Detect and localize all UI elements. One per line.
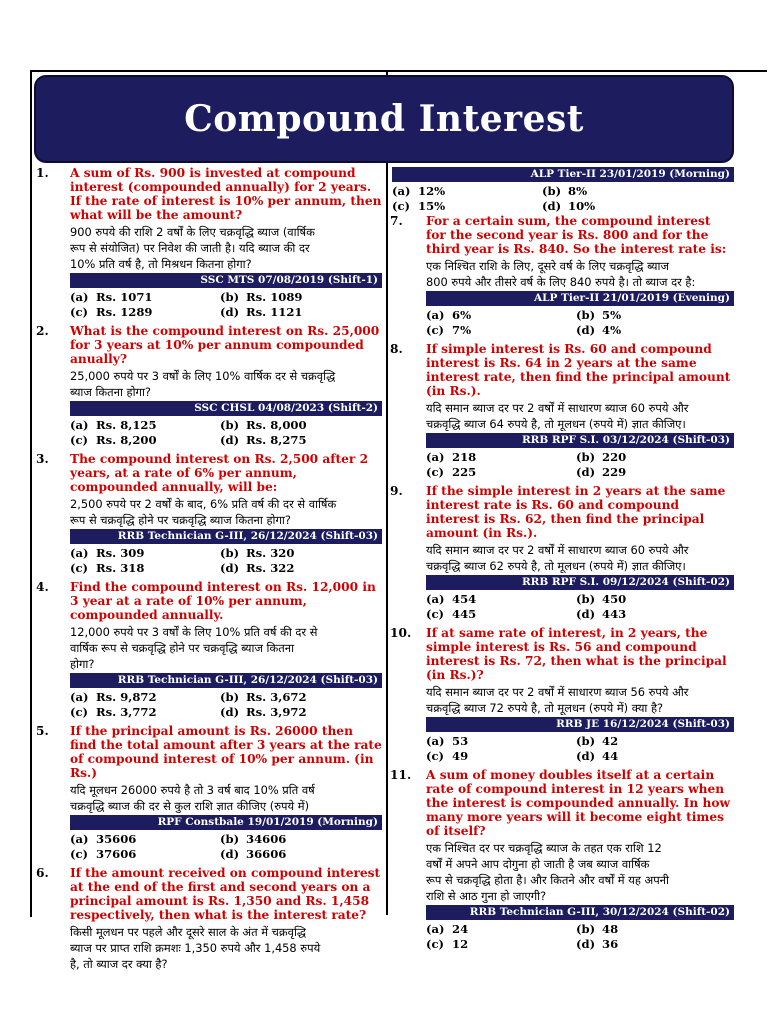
- source-tag: RPF Constbale 19/01/2019 (Morning): [70, 815, 382, 830]
- option-text: 34606: [246, 832, 287, 846]
- hindi-line: वार्षिक रूप से चक्रवृद्धि होने पर चक्रवृद्धि ब्याज कितना: [70, 641, 295, 655]
- option-label: (d): [542, 199, 562, 213]
- question-block: [392, 214, 734, 342]
- option-label: (d): [220, 705, 240, 719]
- option-label: (d): [576, 937, 596, 951]
- option-item: [542, 199, 692, 214]
- spacer: [426, 952, 734, 956]
- option-label: (b): [576, 308, 596, 322]
- option-label: (c): [426, 323, 445, 337]
- question-hindi: [70, 782, 382, 814]
- option-text: Rs. 309: [96, 546, 145, 560]
- question-block: [36, 580, 382, 724]
- question-hindi: [70, 924, 382, 972]
- option-item: [426, 734, 576, 749]
- option-item: [576, 937, 726, 952]
- option-text: 35606: [96, 832, 137, 846]
- option-label: (d): [576, 323, 596, 337]
- option-item: [220, 305, 370, 320]
- option-text: Rs. 8,275: [246, 433, 307, 447]
- option-item: [392, 199, 542, 214]
- option-label: (a): [70, 418, 89, 432]
- question-english: If the principal amount is Rs. 26000 then find the total amount after 3 years at the rate of compound interest of 10% per annum. (in Rs.): [70, 724, 382, 780]
- option-item: [576, 323, 726, 338]
- source-tag: RRB RPF S.I. 03/12/2024 (Shift-03): [426, 433, 734, 448]
- options-grid: [70, 418, 382, 448]
- option-text: 7%: [452, 323, 472, 337]
- option-label: (b): [576, 592, 596, 606]
- hindi-line: चक्रवृद्धि ब्याज 72 रुपये है, तो मूलधन (रुपये में) क्या है?: [426, 701, 664, 715]
- option-text: 6%: [452, 308, 472, 322]
- option-item: [426, 308, 576, 323]
- question-english: A sum of money doubles itself at a certain rate of compound interest in 12 years when the interest is compounded annually. In how many more years will it become eight times of itself?: [426, 768, 730, 838]
- options-grid: [426, 450, 734, 480]
- source-tag: SSC MTS 07/08/2019 (Shift-1): [70, 273, 382, 288]
- hindi-line: यदि समान ब्याज दर पर 2 वर्षों में साधारण ब्याज 60 रुपये और: [426, 401, 689, 415]
- option-label: (d): [220, 433, 240, 447]
- option-text: 454: [452, 592, 477, 606]
- option-text: 49: [452, 749, 469, 763]
- option-item: [70, 418, 220, 433]
- option-label: (c): [70, 847, 89, 861]
- option-text: Rs. 1289: [96, 305, 153, 319]
- question-english: If simple interest is Rs. 60 and compound interest is Rs. 64 in 2 years at the same interest rate, then find the principal amount (in Rs.).: [426, 342, 731, 398]
- option-label: (b): [576, 734, 596, 748]
- option-label: (c): [426, 937, 445, 951]
- hindi-line: चक्रवृद्धि ब्याज 62 रुपये है, तो मूलधन (रुपये में) ज्ञात कीजिए।: [426, 559, 686, 573]
- option-label: (b): [220, 690, 240, 704]
- option-text: Rs. 1089: [246, 290, 303, 304]
- question-hindi: [70, 496, 382, 528]
- option-label: (b): [220, 418, 240, 432]
- option-item: [576, 734, 726, 749]
- question-english: The compound interest on Rs. 2,500 after 2 years, at a rate of 6% per annum, compounded annually, will be:: [70, 452, 369, 494]
- question-english: What is the compound interest on Rs. 25,000 for 3 years at 10% per annum compounded anually?: [70, 324, 380, 366]
- question-hindi: [426, 684, 734, 716]
- question-hindi: [70, 368, 382, 400]
- option-text: Rs. 9,872: [96, 690, 157, 704]
- option-text: Rs. 8,125: [96, 418, 157, 432]
- options-grid: [70, 290, 382, 320]
- question-block: [392, 484, 734, 626]
- source-tag: SSC CHSL 04/08/2023 (Shift-2): [70, 401, 382, 416]
- hindi-line: है, तो ब्याज दर क्या है?: [70, 957, 168, 971]
- question-number: 3.: [36, 452, 49, 466]
- question-block: [392, 768, 734, 956]
- hindi-line: होगा?: [70, 657, 95, 671]
- option-text: 4%: [602, 323, 622, 337]
- hindi-line: यदि मूलधन 26000 रुपये है तो 3 वर्ष बाद 10% प्रति वर्ष: [70, 783, 315, 797]
- option-text: Rs. 318: [96, 561, 145, 575]
- options-grid: [426, 592, 734, 622]
- option-text: 36: [602, 937, 619, 951]
- option-item: [220, 832, 370, 847]
- hindi-line: 12,000 रुपये पर 3 वर्षों के लिए 10% प्रति वर्ष की दर से: [70, 625, 318, 639]
- option-text: 220: [602, 450, 627, 464]
- option-item: [576, 749, 726, 764]
- option-label: (a): [392, 184, 411, 198]
- option-item: [70, 705, 220, 720]
- option-item: [70, 290, 220, 305]
- option-label: (d): [220, 847, 240, 861]
- option-label: (b): [576, 922, 596, 936]
- question-hindi: [426, 542, 734, 574]
- source-tag: ALP Tier-II 23/01/2019 (Morning): [392, 167, 734, 182]
- option-item: [576, 450, 726, 465]
- page-title: Compound Interest: [184, 98, 584, 140]
- question-english: For a certain sum, the compound interest for the second year is Rs. 800 and for the third year is Rs. 840. So the interest rate is:: [426, 214, 727, 256]
- options-grid: [426, 922, 734, 952]
- source-tag: RRB Technician G-III, 26/12/2024 (Shift-03): [70, 529, 382, 544]
- option-item: [220, 561, 370, 576]
- option-label: (b): [220, 546, 240, 560]
- question-english: If at same rate of interest, in 2 years, the simple interest is Rs. 56 and compound interest is Rs. 72, then what is the principal (in Rs.)?: [426, 626, 727, 682]
- hindi-line: ब्याज पर प्राप्त राशि क्रमशः 1,350 रुपये और 1,458 रुपये: [70, 941, 321, 955]
- title-banner: [36, 77, 732, 161]
- source-tag: RRB RPF S.I. 09/12/2024 (Shift-02): [426, 575, 734, 590]
- question-english: If the simple interest in 2 years at the same interest rate is Rs. 60 and compound interest is Rs. 62, then find the principal amount (in Rs.).: [426, 484, 726, 540]
- option-text: 15%: [418, 199, 446, 213]
- option-item: [576, 592, 726, 607]
- option-item: [220, 690, 370, 705]
- option-label: (a): [70, 546, 89, 560]
- question-block: [36, 452, 382, 580]
- source-tag: ALP Tier-II 21/01/2019 (Evening): [426, 291, 734, 306]
- question-english: A sum of Rs. 900 is invested at compound interest (compounded annually) for 2 years. If the rate of interest is 10% per annum, then what will be the amount?: [70, 166, 382, 222]
- question-block: [392, 342, 734, 484]
- option-item: [426, 592, 576, 607]
- hindi-line: 25,000 रुपये पर 3 वर्षों के लिए 10% वार्षिक दर से चक्रवृद्धि: [70, 369, 336, 383]
- question-hindi: [426, 258, 734, 290]
- question-block: [36, 866, 382, 976]
- option-label: (d): [576, 465, 596, 479]
- option-label: (a): [70, 832, 89, 846]
- source-tag: RRB JE 16/12/2024 (Shift-03): [426, 717, 734, 732]
- option-item: [220, 433, 370, 448]
- options-grid: [70, 690, 382, 720]
- hindi-line: ब्याज कितना होगा?: [70, 385, 151, 399]
- right-column: [392, 166, 734, 956]
- option-text: 42: [602, 734, 619, 748]
- option-label: (d): [576, 749, 596, 763]
- option-text: 218: [452, 450, 477, 464]
- option-text: 10%: [568, 199, 596, 213]
- option-text: 44: [602, 749, 619, 763]
- hindi-line: यदि समान ब्याज दर पर 2 वर्षों में साधारण ब्याज 60 रुपये और: [426, 543, 689, 557]
- options-grid: [392, 184, 734, 214]
- option-text: 12%: [418, 184, 446, 198]
- option-item: [70, 546, 220, 561]
- question-number: 9.: [390, 484, 403, 498]
- option-item: [70, 561, 220, 576]
- option-text: 445: [452, 607, 477, 621]
- question-block: [36, 324, 382, 452]
- option-item: [392, 184, 542, 199]
- hindi-line: 800 रुपये और तीसरे वर्ष के लिए 840 रुपये है। तो ब्याज दर है:: [426, 275, 696, 289]
- option-text: Rs. 1071: [96, 290, 153, 304]
- option-text: 12: [452, 937, 469, 951]
- option-item: [576, 308, 726, 323]
- question-block: [392, 626, 734, 768]
- hindi-line: रूप से चक्रवृद्धि होने पर चक्रवृद्धि ब्याज कितना होगा?: [70, 513, 291, 527]
- option-text: 37606: [96, 847, 137, 861]
- option-item: [542, 184, 692, 199]
- option-item: [576, 922, 726, 937]
- option-text: 450: [602, 592, 627, 606]
- option-item: [220, 290, 370, 305]
- question-hindi: [426, 840, 734, 904]
- question-number: 10.: [390, 626, 412, 640]
- hindi-line: चक्रवृद्धि ब्याज की दर से कुल राशि ज्ञात कीजिए (रुपये में): [70, 799, 310, 813]
- question-hindi: [70, 224, 382, 272]
- options-grid: [70, 832, 382, 862]
- option-item: [220, 847, 370, 862]
- option-item: [426, 937, 576, 952]
- option-label: (a): [426, 734, 445, 748]
- option-label: (b): [542, 184, 562, 198]
- option-text: 53: [452, 734, 469, 748]
- option-item: [576, 465, 726, 480]
- options-grid: [426, 734, 734, 764]
- spacer: [70, 972, 382, 976]
- option-item: [576, 607, 726, 622]
- source-tag: RRB Technician G-III, 26/12/2024 (Shift-03): [70, 673, 382, 688]
- option-label: (b): [576, 450, 596, 464]
- hindi-line: रूप से चक्रवृद्धि होता है। और कितने और वर्षों में यह अपनी: [426, 873, 669, 887]
- options-grid: [426, 308, 734, 338]
- option-text: Rs. 1121: [246, 305, 303, 319]
- hindi-line: किसी मूलधन पर पहले और दूसरे साल के अंत में चक्रवृद्धि: [70, 925, 307, 939]
- hindi-line: एक निश्चित दर पर चक्रवृद्धि ब्याज के तहत एक राशि 12: [426, 841, 662, 855]
- option-text: 36606: [246, 847, 287, 861]
- option-text: 5%: [602, 308, 622, 322]
- question-block: [36, 166, 382, 324]
- option-label: (c): [70, 433, 89, 447]
- option-label: (c): [426, 749, 445, 763]
- hindi-line: वर्षों में अपने आप दोगुना हो जाती है जब ब्याज वार्षिक: [426, 857, 650, 871]
- option-label: (c): [70, 561, 89, 575]
- hindi-line: 900 रुपये की राशि 2 वर्षों के लिए चक्रवृद्धि ब्याज (वार्षिक: [70, 225, 315, 239]
- question-number: 4.: [36, 580, 49, 594]
- option-item: [70, 433, 220, 448]
- option-label: (b): [220, 832, 240, 846]
- option-label: (a): [70, 290, 89, 304]
- option-text: Rs. 320: [246, 546, 295, 560]
- question-number: 2.: [36, 324, 49, 338]
- option-item: [220, 418, 370, 433]
- option-item: [70, 305, 220, 320]
- question-number: 7.: [390, 214, 403, 228]
- hindi-line: चक्रवृद्धि ब्याज 64 रुपये है, तो मूलधन (रुपये में) ज्ञात कीजिए।: [426, 417, 686, 431]
- option-text: Rs. 3,672: [246, 690, 307, 704]
- option-item: [426, 450, 576, 465]
- option-label: (c): [392, 199, 411, 213]
- option-label: (a): [426, 592, 445, 606]
- option-label: (c): [70, 305, 89, 319]
- option-label: (d): [576, 607, 596, 621]
- option-text: 443: [602, 607, 627, 621]
- option-label: (d): [220, 561, 240, 575]
- option-item: [426, 323, 576, 338]
- option-label: (c): [426, 465, 445, 479]
- option-item: [426, 607, 576, 622]
- hindi-line: 10% प्रति वर्ष है, तो मिश्रधन कितना होगा?: [70, 257, 252, 271]
- question-english: Find the compound interest on Rs. 12,000 in 3 year at a rate of 10% per annum, compounded annually.: [70, 580, 376, 622]
- option-item: [426, 922, 576, 937]
- hindi-line: 2,500 रुपये पर 2 वर्षों के बाद, 6% प्रति वर्ष की दर से वार्षिक: [70, 497, 337, 511]
- option-label: (c): [70, 705, 89, 719]
- option-label: (a): [426, 450, 445, 464]
- column-divider: [386, 70, 388, 915]
- left-column: [36, 166, 382, 976]
- option-item: [70, 832, 220, 847]
- option-label: (d): [220, 305, 240, 319]
- question-block: [36, 724, 382, 866]
- option-label: (b): [220, 290, 240, 304]
- question-english: If the amount received on compound interest at the end of the first and second years on a principal amount is Rs. 1,350 and Rs. 1,458 respectively, then what is the interest rate?: [70, 866, 381, 922]
- question-number: 8.: [390, 342, 403, 356]
- hindi-line: एक निश्चित राशि के लिए, दूसरे वर्ष के लिए चक्रवृद्धि ब्याज: [426, 259, 669, 273]
- hindi-line: रूप से संयोजित) पर निवेश की जाती है। यदि ब्याज की दर: [70, 241, 310, 255]
- option-text: 229: [602, 465, 627, 479]
- option-text: Rs. 8,000: [246, 418, 307, 432]
- option-text: Rs. 8,200: [96, 433, 157, 447]
- question-number: 11.: [390, 768, 412, 782]
- option-label: (a): [426, 308, 445, 322]
- question-number: 6.: [36, 866, 49, 880]
- options-grid: [70, 546, 382, 576]
- option-text: 48: [602, 922, 619, 936]
- question-hindi: [70, 624, 382, 672]
- option-label: (a): [426, 922, 445, 936]
- option-text: 8%: [568, 184, 588, 198]
- option-item: [426, 465, 576, 480]
- option-text: 225: [452, 465, 477, 479]
- option-item: [220, 546, 370, 561]
- source-tag: RRB Technician G-III, 30/12/2024 (Shift-02): [426, 905, 734, 920]
- option-text: Rs. 3,972: [246, 705, 307, 719]
- question-number: 5.: [36, 724, 49, 738]
- option-label: (a): [70, 690, 89, 704]
- option-text: Rs. 3,772: [96, 705, 157, 719]
- option-item: [220, 705, 370, 720]
- hindi-line: यदि समान ब्याज दर पर 2 वर्षों में साधारण ब्याज 56 रुपये और: [426, 685, 689, 699]
- option-item: [426, 749, 576, 764]
- option-text: Rs. 322: [246, 561, 295, 575]
- question-hindi: [426, 400, 734, 432]
- option-item: [70, 847, 220, 862]
- question-number: 1.: [36, 166, 49, 180]
- option-label: (c): [426, 607, 445, 621]
- hindi-line: राशि से आठ गुना हो जाएगी?: [426, 889, 547, 903]
- option-text: 24: [452, 922, 469, 936]
- option-item: [70, 690, 220, 705]
